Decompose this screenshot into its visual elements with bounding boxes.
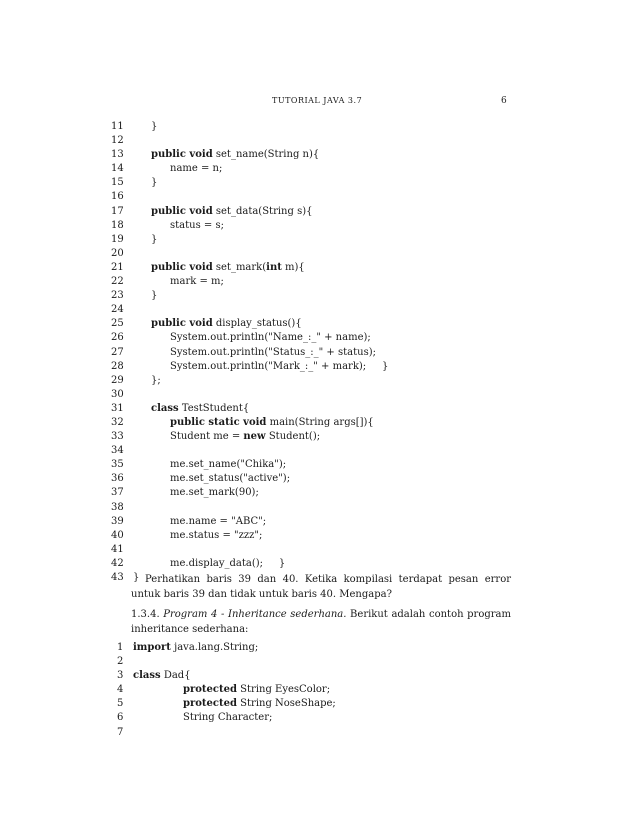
code-text <box>151 289 157 303</box>
code-text <box>170 331 371 345</box>
line-number: 33 <box>111 431 124 443</box>
code-text <box>170 416 374 430</box>
code-token: name = n; <box>170 163 223 175</box>
code-token: me.name = "ABC"; <box>170 515 267 527</box>
line-number: 13 <box>111 149 124 161</box>
code-text <box>170 275 224 289</box>
running-header-title: TUTORIAL JAVA 3.7 <box>272 96 363 105</box>
line-number: 30 <box>111 388 124 400</box>
code-text <box>151 261 305 275</box>
code-token: } <box>133 572 140 583</box>
section-title: Program 4 - Inheritance sederhana. <box>163 609 347 620</box>
code-token: }; <box>151 374 161 386</box>
code-text <box>133 669 191 683</box>
line-number: 24 <box>111 304 124 316</box>
line-number: 36 <box>111 473 124 485</box>
code-token: set_data(String s){ <box>212 205 313 217</box>
line-number: 25 <box>111 318 124 330</box>
line-number: 28 <box>111 360 124 372</box>
code-keyword: class <box>151 402 179 414</box>
line-number: 12 <box>111 135 124 147</box>
line-number: 26 <box>111 332 124 344</box>
code-text <box>151 176 157 190</box>
code-text <box>170 557 285 571</box>
line-number: 14 <box>111 163 124 175</box>
code-token: status = s; <box>170 219 224 231</box>
code-token: System.out.println("Name_:_" + name); <box>170 332 371 344</box>
code-text <box>170 346 376 360</box>
code-keyword: new <box>243 431 266 443</box>
code-text <box>170 472 290 486</box>
code-text <box>170 529 262 543</box>
code-keyword: import <box>133 642 171 653</box>
code-text <box>151 233 157 247</box>
paragraph-question <box>131 572 511 602</box>
code-text <box>151 374 161 388</box>
code-text <box>170 486 259 500</box>
code-text <box>170 515 266 529</box>
line-number: 32 <box>111 416 124 428</box>
line-number: 23 <box>111 290 124 302</box>
line-number: 5 <box>117 698 124 710</box>
code-token: String Character; <box>183 712 273 724</box>
code-token: main(String args[]){ <box>266 416 374 428</box>
code-keyword: protected <box>183 698 237 710</box>
code-keyword: public void <box>151 318 213 330</box>
code-text <box>170 430 320 444</box>
code-text <box>170 458 286 472</box>
line-number: 2 <box>117 656 124 668</box>
code-text <box>170 219 224 233</box>
line-number: 7 <box>117 726 124 738</box>
code-keyword: class <box>133 670 161 682</box>
line-number: 11 <box>111 121 124 132</box>
code-text <box>151 148 319 162</box>
line-number: 21 <box>111 261 124 273</box>
code-text <box>151 317 302 331</box>
line-number: 1 <box>117 642 124 653</box>
line-number: 3 <box>117 670 124 682</box>
line-number: 35 <box>111 459 124 471</box>
section-number: 1.3.4. <box>131 609 160 620</box>
line-number: 17 <box>111 205 124 217</box>
line-number: 31 <box>111 402 124 414</box>
code-keyword: public void <box>151 205 213 217</box>
line-number: 42 <box>111 557 124 569</box>
code-token: java.lang.String; <box>170 642 259 653</box>
page-number: 6 <box>501 96 507 106</box>
code-keyword: public static void <box>170 416 267 428</box>
code-token: TestStudent{ <box>178 402 250 414</box>
code-token: } <box>151 121 158 132</box>
code-token: System.out.println("Status_:_" + status); <box>170 346 376 358</box>
code-token: } <box>151 290 158 302</box>
line-number: 39 <box>111 515 124 527</box>
code-text <box>151 120 157 134</box>
code-token: set_mark( <box>212 261 267 273</box>
code-text <box>170 162 222 176</box>
line-number: 22 <box>111 276 124 288</box>
line-number: 6 <box>117 712 124 724</box>
code-text <box>133 641 258 655</box>
line-number: 38 <box>111 501 124 513</box>
code-token: me.set_mark(90); <box>170 487 259 499</box>
code-keyword: protected <box>183 684 237 696</box>
code-token: System.out.println("Mark_:_" + mark); } <box>170 360 389 372</box>
code-token: mark = m; <box>170 276 224 288</box>
line-number: 18 <box>111 219 124 231</box>
code-token: me.status = "zzz"; <box>170 529 263 541</box>
code-keyword: public void <box>151 149 213 161</box>
line-number: 34 <box>111 445 124 457</box>
paragraph-question-text: Perhatikan baris 39 dan 40. Ketika kompilasi terdapat pesan error untuk baris 39 dan tidak untuk baris 40. Mengapa? <box>131 574 511 600</box>
code-token: me.set_name("Chika"); <box>170 459 287 471</box>
section-text: Berikut adalah contoh program inheritance sederhana: <box>131 609 511 635</box>
code-text <box>183 697 336 711</box>
line-number: 19 <box>111 233 124 245</box>
line-number: 20 <box>111 247 124 259</box>
line-number: 37 <box>111 487 124 499</box>
code-text <box>151 402 249 416</box>
code-token: Student(); <box>265 431 321 443</box>
code-keyword: int <box>266 261 282 273</box>
code-token: set_name(String n){ <box>212 149 320 161</box>
code-token: Student me = <box>170 431 244 443</box>
code-token: Dad{ <box>160 670 191 682</box>
line-number: 4 <box>117 684 124 696</box>
code-token: String EyesColor; <box>236 684 331 696</box>
code-keyword: public void <box>151 261 213 273</box>
code-token: String NoseShape; <box>236 698 336 710</box>
code-text <box>183 683 330 697</box>
line-number: 29 <box>111 374 124 386</box>
line-number: 41 <box>111 543 124 555</box>
code-token: m){ <box>281 261 305 273</box>
section-heading-paragraph <box>131 607 511 637</box>
code-token: } <box>151 233 158 245</box>
code-token: me.set_status("active"); <box>170 473 291 485</box>
line-number: 16 <box>111 191 124 203</box>
code-text <box>170 360 388 374</box>
code-token: } <box>151 177 158 189</box>
line-number: 40 <box>111 529 124 541</box>
line-number: 43 <box>111 572 124 583</box>
line-number: 27 <box>111 346 124 358</box>
code-text <box>183 711 272 725</box>
code-token: display_status(){ <box>212 318 302 330</box>
code-token: me.display_data(); } <box>170 557 286 569</box>
line-number: 15 <box>111 177 124 189</box>
code-text <box>151 205 312 219</box>
